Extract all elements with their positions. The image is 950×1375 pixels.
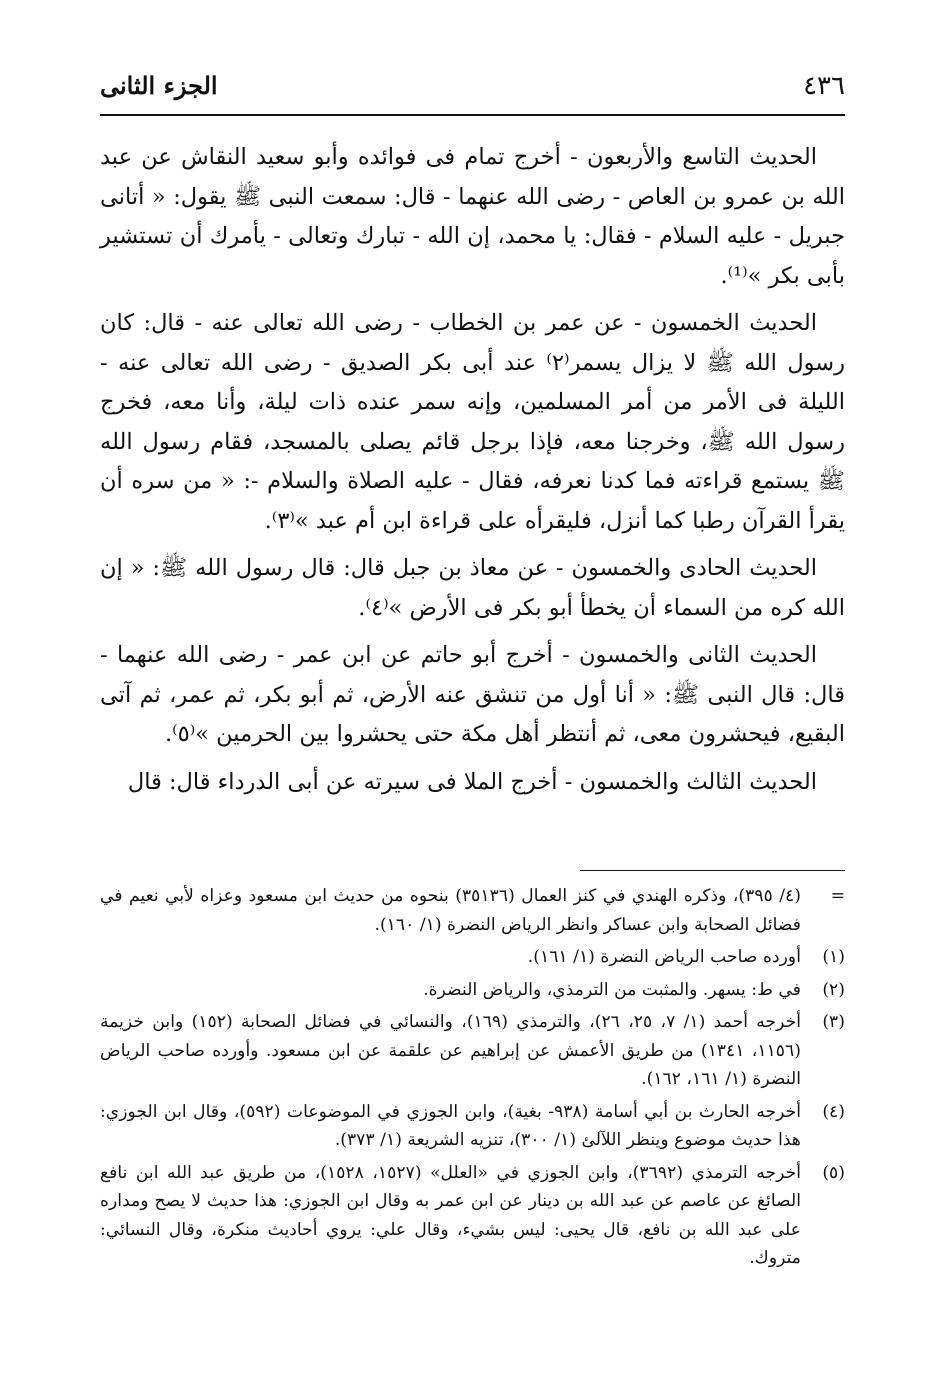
footnote-4 bbox=[100, 1098, 845, 1155]
footnote-separator bbox=[580, 870, 845, 871]
footnote-5 bbox=[100, 1159, 845, 1273]
page-number: ٤٣٦ bbox=[803, 71, 845, 101]
footnote-mark: (٥) bbox=[822, 1162, 845, 1183]
footnote-mark: (٢) bbox=[822, 979, 845, 1000]
footnote-text: أخرجه الحارث بن أبي أسامة (٩٣٨- بغية)، وابن الجوزي في الموضوعات (٥٩٢)، وقال ابن الجوزي: هذا حديث موضوع وينظر اللآلئ (١/ ٣٠٠)، تنزيه الشريعة (١/ ٣٧٣). bbox=[100, 1101, 801, 1150]
footnote-1 bbox=[100, 943, 845, 972]
footnote-3 bbox=[100, 1008, 845, 1094]
footnote-mark: (٣) bbox=[822, 1012, 845, 1032]
paragraph-hadith-51: الحديث الحادى والخمسون - عن معاذ بن جبل قال: قال رسول الله ﷺ: « إن الله كره من السماء أن يخطأ أبو بكر فى الأرض »⁽٤⁾. bbox=[100, 555, 845, 621]
paragraph-hadith-50: الحديث الخمسون - عن عمر بن الخطاب - رضى الله تعالى عنه - قال: كان رسول الله ﷺ لا يزال يسمر⁽٢⁾ عند أبى بكر الصديق - رضى الله تعالى عنه - الليلة فى الأمر من أمر المسلمين، وإنه سمر عنده ذات ليلة، وأنا معه، فخرج رسول الله ﷺ، وخرجنا معه، فإذا برجل قائم يصلى بالمسجد، فقام رسول الله ﷺ يستمع قراءته فما كدنا نعرفه، فقال - عليه الصلاة والسلام -: « من سره أن يقرأ القرآن رطبا كما أنزل، فليقرأه على قراءة ابن أم عبد »⁽٣⁾. bbox=[100, 310, 846, 534]
header-rule bbox=[100, 114, 845, 116]
main-text bbox=[100, 138, 845, 810]
footnote-text: أورده صاحب الرياض النضرة (١/ ١٦١). bbox=[527, 947, 801, 967]
running-title: الجزء الثانى bbox=[100, 71, 218, 100]
page-header bbox=[100, 66, 845, 110]
footnote-2 bbox=[100, 976, 845, 1005]
footnote-mark: = bbox=[830, 886, 845, 906]
footnote-continuation bbox=[100, 882, 845, 939]
footnote-text: في ط: يسهر. والمثبت من الترمذي، والرياض النضرة. bbox=[423, 979, 801, 1000]
footnote-mark: (١) bbox=[822, 947, 845, 967]
paragraph-hadith-49: الحديث التاسع والأربعون - أخرج تمام فى فوائده وأبو سعيد النقاش عن عبد الله بن عمرو بن العاص - رضى الله عنهما - قال: سمعت النبى ﷺ يقول: « أتانى جبريل - عليه السلام - فقال: يا محمد، إن الله - تبارك وتعالى - يأمرك أن تستشير بأبى بكر »⁽¹⁾. bbox=[100, 144, 845, 289]
footnotes bbox=[100, 882, 845, 1277]
footnote-text: أخرجه أحمد (١/ ٧، ٢٥، ٢٦)، والترمذي (١٦٩)، والنسائي في فضائل الصحابة (١٥٢) وابن خزيمة (١١٥٦، ١٣٤١) من طريق الأعمش عن إبراهيم عن علقمة عن ابن مسعود. وأورده صاحب الرياض النضرة (١/ ١٦١، ١٦٢). bbox=[100, 1012, 801, 1089]
footnote-text: أخرجه الترمذي (٣٦٩٢)، وابن الجوزي في «العلل» (١٥٢٧، ١٥٢٨)، من طريق عبد الله ابن نافع الصائغ عن عاصم عن عبد الله بن دينار عن ابن عمر به وقال ابن الجوزي: هذا حديث لا يصح ومداره على عبد الله بن نافع، قال يحيى: ليس بشيء، وقال علي: يروي أحاديث منكرة، وقال النسائي: متروك. bbox=[100, 1162, 802, 1268]
paragraph-hadith-53: الحديث الثالث والخمسون - أخرج الملا فى سيرته عن أبى الدرداء قال: قال bbox=[127, 768, 817, 795]
footnote-text: (٤/ ٣٩٥)، وذكره الهندي في كنز العمال (٣٥١٣٦) بنحوه من حديث ابن مسعود وعزاه لأبي نعيم في فضائل الصحابة وابن عساكر وانظر الرياض النضرة (١/ ١٦٠). bbox=[100, 886, 801, 935]
footnote-mark: (٤) bbox=[822, 1101, 845, 1122]
paragraph-hadith-52: الحديث الثانى والخمسون - أخرج أبو حاتم عن ابن عمر - رضى الله عنهما - قال: قال النبى ﷺ: « أنا أول من تنشق عنه الأرض، ثم أبو بكر، ثم عمر، ثم آتى البقيع، فيحشرون معى، ثم أنتظر أهل مكة حتى يحشروا بين الحرمين »⁽٥⁾. bbox=[100, 642, 845, 747]
